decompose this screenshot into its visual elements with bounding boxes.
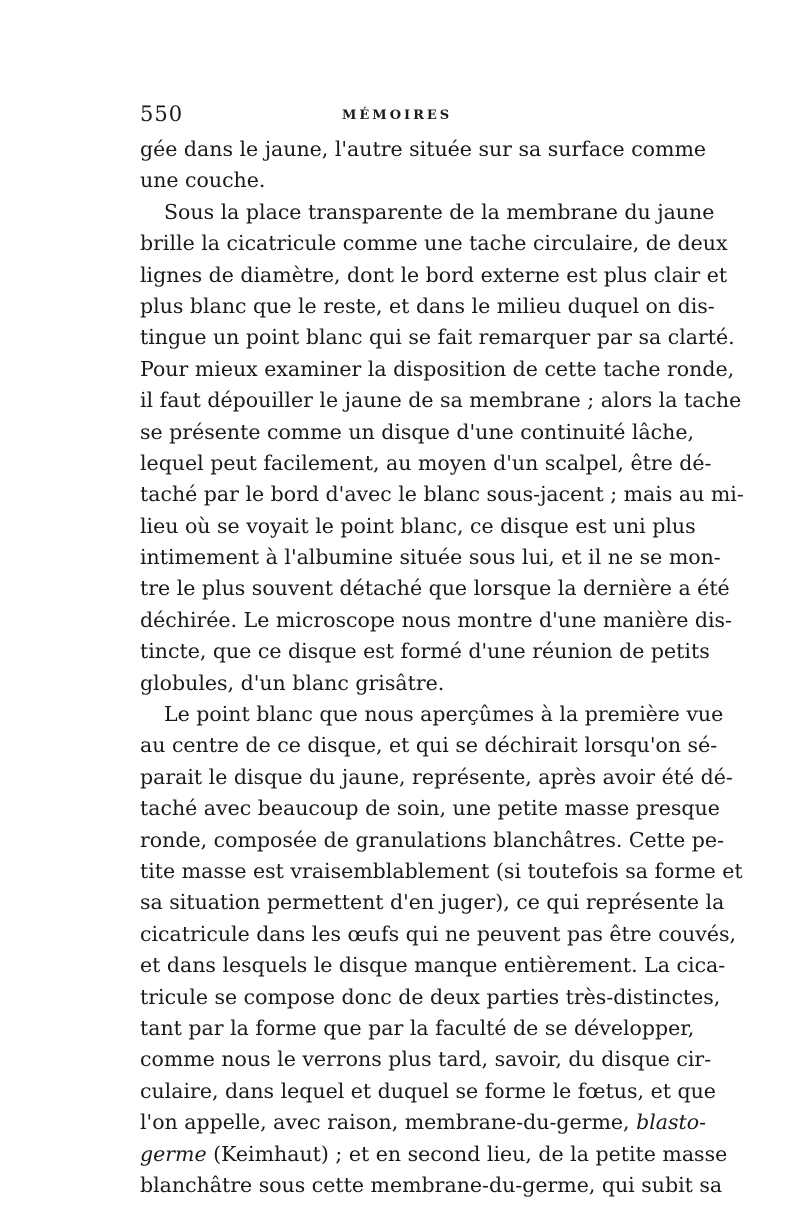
text-line: tingue un point blanc qui se fait remarquer par sa clarté. <box>140 325 735 350</box>
text-line: tre le plus souvent détaché que lorsque la dernière a été <box>140 576 730 601</box>
text-line: se présente comme un disque d'une continuité lâche, <box>140 419 695 444</box>
text-line: au centre de ce disque, et qui se déchirait lorsqu'on sé- <box>140 733 718 758</box>
text-line: lieu où se voyait le point blanc, ce disque est uni plus <box>140 513 696 538</box>
text-line: et dans lesquels le disque manque entièrement. La cica- <box>140 953 726 978</box>
text-line: tant par la forme que par la faculté de se développer, <box>140 1015 695 1040</box>
text-line: il faut dépouiller le jaune de sa membrane ; alors la tache <box>140 388 742 413</box>
text-line: ronde, composée de granulations blanchâtres. Cette pe- <box>140 827 724 852</box>
text-line: lequel peut facilement, au moyen d'un scalpel, être dé- <box>140 450 712 475</box>
running-head: MÉMOIRES <box>342 108 453 123</box>
page-header <box>140 102 660 130</box>
paragraph-start-line: Le point blanc que nous aperçûmes à la première vue <box>164 702 724 727</box>
text-line: parait le disque du jaune, représente, après avoir été dé- <box>140 764 733 789</box>
text-line: déchirée. Le microscope nous montre d'une manière dis- <box>140 607 732 632</box>
text-line: plus blanc que le reste, et dans le milieu duquel on dis- <box>140 293 715 318</box>
text-line: tricule se compose donc de deux parties très-distinctes, <box>140 984 721 1009</box>
text-line: brille la cicatricule comme une tache circulaire, de deux <box>140 231 728 256</box>
text-line-with-italic <box>140 1107 707 1138</box>
text-line: comme nous le verrons plus tard, savoir, du disque cir- <box>140 1047 712 1072</box>
text-line: taché avec beaucoup de soin, une petite masse presque <box>140 796 720 821</box>
text-line: blanchâtre sous cette membrane-du-germe, qui subit sa <box>140 1172 723 1197</box>
line-text: l'on appelle, avec raison, membrane-du-germe, <box>140 1110 630 1135</box>
text-line: Pour mieux examiner la disposition de cette tache ronde, <box>140 356 735 381</box>
line-text: (Keimhaut) ; et en second lieu, de la petite masse <box>213 1141 728 1166</box>
text-line: globules, d'un blanc grisâtre. <box>140 670 445 695</box>
text-line: intimement à l'albumine située sous lui, et il ne se mon- <box>140 545 721 570</box>
text-line: lignes de diamètre, dont le bord externe est plus clair et <box>140 262 728 287</box>
text-line: cicatricule dans les œufs qui ne peuvent pas être couvés, <box>140 921 736 946</box>
page-number: 550 <box>140 102 184 126</box>
text-line: sa situation permettent d'en juger), ce qui représente la <box>140 890 725 915</box>
text-line: culaire, dans lequel et duquel se forme le fœtus, et que <box>140 1078 716 1103</box>
text-line-with-italic <box>140 1139 728 1170</box>
text-line: une couche. <box>140 168 266 193</box>
text-line: taché par le bord d'avec le blanc sous-jacent ; mais au mi- <box>140 482 744 507</box>
body-text <box>140 134 744 1201</box>
paragraph-start-line: Sous la place transparente de la membrane du jaune <box>164 199 715 224</box>
text-line: tincte, que ce disque est formé d'une réunion de petits <box>140 639 710 664</box>
text-line: tite masse est vraisemblablement (si toutefois sa forme et <box>140 858 743 883</box>
italic-term: germe <box>140 1141 207 1166</box>
text-line: gée dans le jaune, l'autre située sur sa surface comme <box>140 137 707 161</box>
italic-term: blasto- <box>636 1110 707 1135</box>
